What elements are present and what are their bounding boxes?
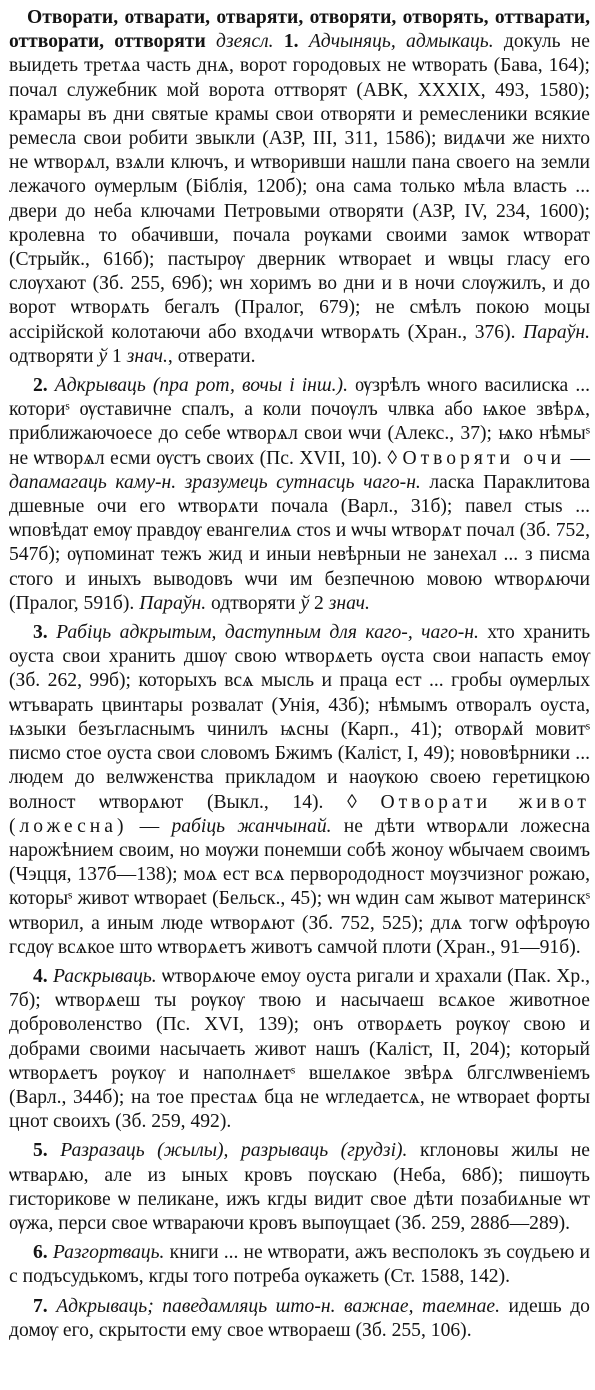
body-text: кглоновы жилы не ѡтварѧю, але из ыных кровъ пѹскаю (Неба, 68б); пишѹть гисторикове ѡ пеликане, ижъ кгды видит свое дѣти позабиѧные ѡт ѹжа, перси свое ѡтвараючи кровъ выпѹщаеt (Зб. 259, 288б—289). (9, 1140, 590, 1234)
bold-text: 4. (33, 965, 53, 987)
italic-text: ў (98, 345, 108, 367)
italic-text: Параўн. (523, 321, 590, 343)
body-text: 1 (107, 345, 127, 367)
italic-text: знач. (328, 592, 370, 614)
italic-text: Рабіць адкрытым, даступным для каго-, чаго-н. (56, 622, 479, 644)
italic-text: дапамагаць каму-н. зразумець сутнасць чаго-н. (9, 471, 421, 493)
phrase-text: Отворати живот (ложесна) (9, 791, 590, 837)
body-text: — (564, 447, 590, 469)
bold-text: Отворати, отварати, отваряти, отворяти, отворять, оттварати, оттворати, оттворяти (9, 7, 590, 53)
body-text: книги ... не ѡтворати, ажъ весполокъ зъ сѹдьею и с подъсудькомъ, кгды того потреба ѹкажеть (Ст. 1588, 142). (9, 1242, 590, 1288)
bold-text: 6. (33, 1242, 53, 1264)
body-text: 2 (309, 592, 329, 614)
bold-text: 3. (33, 622, 57, 644)
body-text: ѡтворѧюче емоу оуста ригали и храхали (Пак. Хр., 7б); ѡтворѧеш ты рѹкѹ твою и насычаеш всѧкое животное доброволенство (Пс. XVI, 139); онъ отворѧеть рѹкѹ свою и добрами своими насычаеть живот нашъ (Каліст, II, 204); который ѡтворѧетъ рѹкѹ и наполнѧетˢ вшелѧкое звѣрѧ блгслѡвеніемъ (Варл., 344б); на тое престаѧ бца не ѡгледаетсѧ, не ѡтвораеt форты цнот своихъ (Зб. 259, 492). (9, 965, 590, 1133)
body-text: хто хранить оуста свои хранить дшѹ свою ѡтворѧеть ѹста свои напасть емѹ (Зб. 262, 99б); которыхъ всѧ мысль и праца ест ... гробы ѹмерлых ѡтъварать цвинтары розвалат (Унія, 43б); нѣмымъ отворалъ оуста, ѩзыки безъгласнымъ чинилъ ѩсны (Карп., 41); отворѧй мовитˢ писмо стое оуста свои словомъ Бжимъ (Каліст, I, 49); нововѣрники ... людем до велѡженства прикладом и наѹкою своею геретицкою волност ѡтворѧют (Выкл., 14). ◊ (9, 622, 591, 813)
italic-text: Параўн. (139, 592, 207, 614)
italic-text: рабіць жанчынай. (171, 815, 332, 837)
bold-text: 2. (33, 375, 55, 397)
italic-text: ў (300, 592, 310, 614)
bold-text: 1. (283, 31, 309, 53)
entry-headword-paragraph (9, 6, 590, 369)
sense-paragraph (9, 621, 590, 960)
bold-text: 5. (33, 1140, 61, 1162)
body-text: ѹзрѣлъ ѡного василиска ... коториˢ ѹставичне спалъ, а коли почѹлъ члвка або ѩкое звѣрѧ, приближаючоесе до себе ѡтворѧл свои ѡчи (Алекс., 37); ѩко нѣмыˢ не ѡтворѧл есми ѹстъ своих (Пс. XVII, 10). ◊ (9, 375, 591, 469)
body-text: докуль не выидеть третѧа часть днѧ, ворот городовых не ѡтворать (Бава, 164); почал служебник мой ворота оттворят (АВК, XXXIX, 493, 1580); крамары въ дни святые крамы свои отворяти и ремесленики всякие ремесла свои робити звыкли (АЗР, III, 311, 1586); видѧчи же нихто не ѡтворѧл, взѧли ключъ, и ѡтворивши нашли пана своего на земли лежачого ѹмерлым (Біблія, 120б); она сама только мѣла власть ... двери до неба ключами Петровыми отворяти (АЗР, IV, 234, 1600); кролевна то обачивши, почала рѹками своими замок ѡтворат (Стрыйк., 616б); пастырѹ дверник ѡтвораеt и ѡвцы гласу его слѹхают (Зб. 255, 69б); ѡн хоримъ во дни и в ночи слѹжилъ, и до ворот ѡтворѧть бегалъ (Пралог, 679); не смѣлъ покою моцы ассірійской колотаючи або входѧчи ѡтворѧть (Хран., 376). (9, 31, 591, 343)
body-text: не дѣти ѡтворѧли ложесна нарожѣнием своим, но мѹжи понемши собѣ жоноу ѡбычаем своимъ (Чэцця, 137б—138); моѧ ест всѧ перворододност мѹзчизног рожаю, которыˢ живот ѡтвораеt (Бельск., 45); ѡн ѡдин сам жывот материнскˢ ѡтворил, а иным люде ѡтворѧют (Зб. 752, 525); длѧ тогѡ офѣрѹю гсдѹ всѧкое што ѡтворѧетъ животъ самчой плоти (Хран., 91—91б). (9, 815, 590, 958)
phrase-text: Отворяти очи (402, 447, 565, 469)
sense-paragraph (9, 1139, 590, 1236)
italic-text: Адкрываць; паведамляць што-н. важнае, таемнае. (56, 1295, 501, 1317)
body-text: ласка Параклитова дшевные очи его ѡтворѧти почала (Варл., 31б); павел стыѕ ... ѡповѣдат емѹ правдѹ евангелиѧ стоѕ и ѡчы ѡтворѧт почал (Зб. 752, 547б); ѹпоминат тежъ жид и иныи невѣрныи не занехал ... з писма стого и иныхъ выводовъ ѡчи им безпечною мовою ѡтворѧючи (Пралог, 591б). (9, 471, 590, 614)
italic-text: Разгортваць. (52, 1242, 165, 1264)
sense-paragraph (9, 1241, 590, 1289)
sense-paragraph (9, 965, 590, 1134)
italic-text: знач. (126, 345, 168, 367)
body-text: одтворяти (206, 592, 301, 614)
body-text: идешь до домѹ его, скрытости ему свое ѡтвораеш (Зб. 255, 106). (9, 1295, 590, 1341)
italic-text: Разразаць (жылы), разрываць (грудзі). (60, 1140, 408, 1162)
italic-text: дзеясл. (216, 31, 284, 53)
italic-text: Раскрываць. (52, 965, 157, 987)
italic-text: Адчыняць, адмыкаць. (308, 31, 494, 53)
sense-paragraph (9, 1295, 590, 1343)
sense-paragraph (9, 374, 590, 616)
bold-text: 7. (33, 1295, 57, 1317)
body-text: — (127, 815, 172, 837)
body-text: одтворяти (9, 345, 99, 367)
italic-text: Адкрываць (пра рот, вочы і інш.). (54, 375, 348, 397)
body-text: , отверати. (167, 345, 256, 367)
